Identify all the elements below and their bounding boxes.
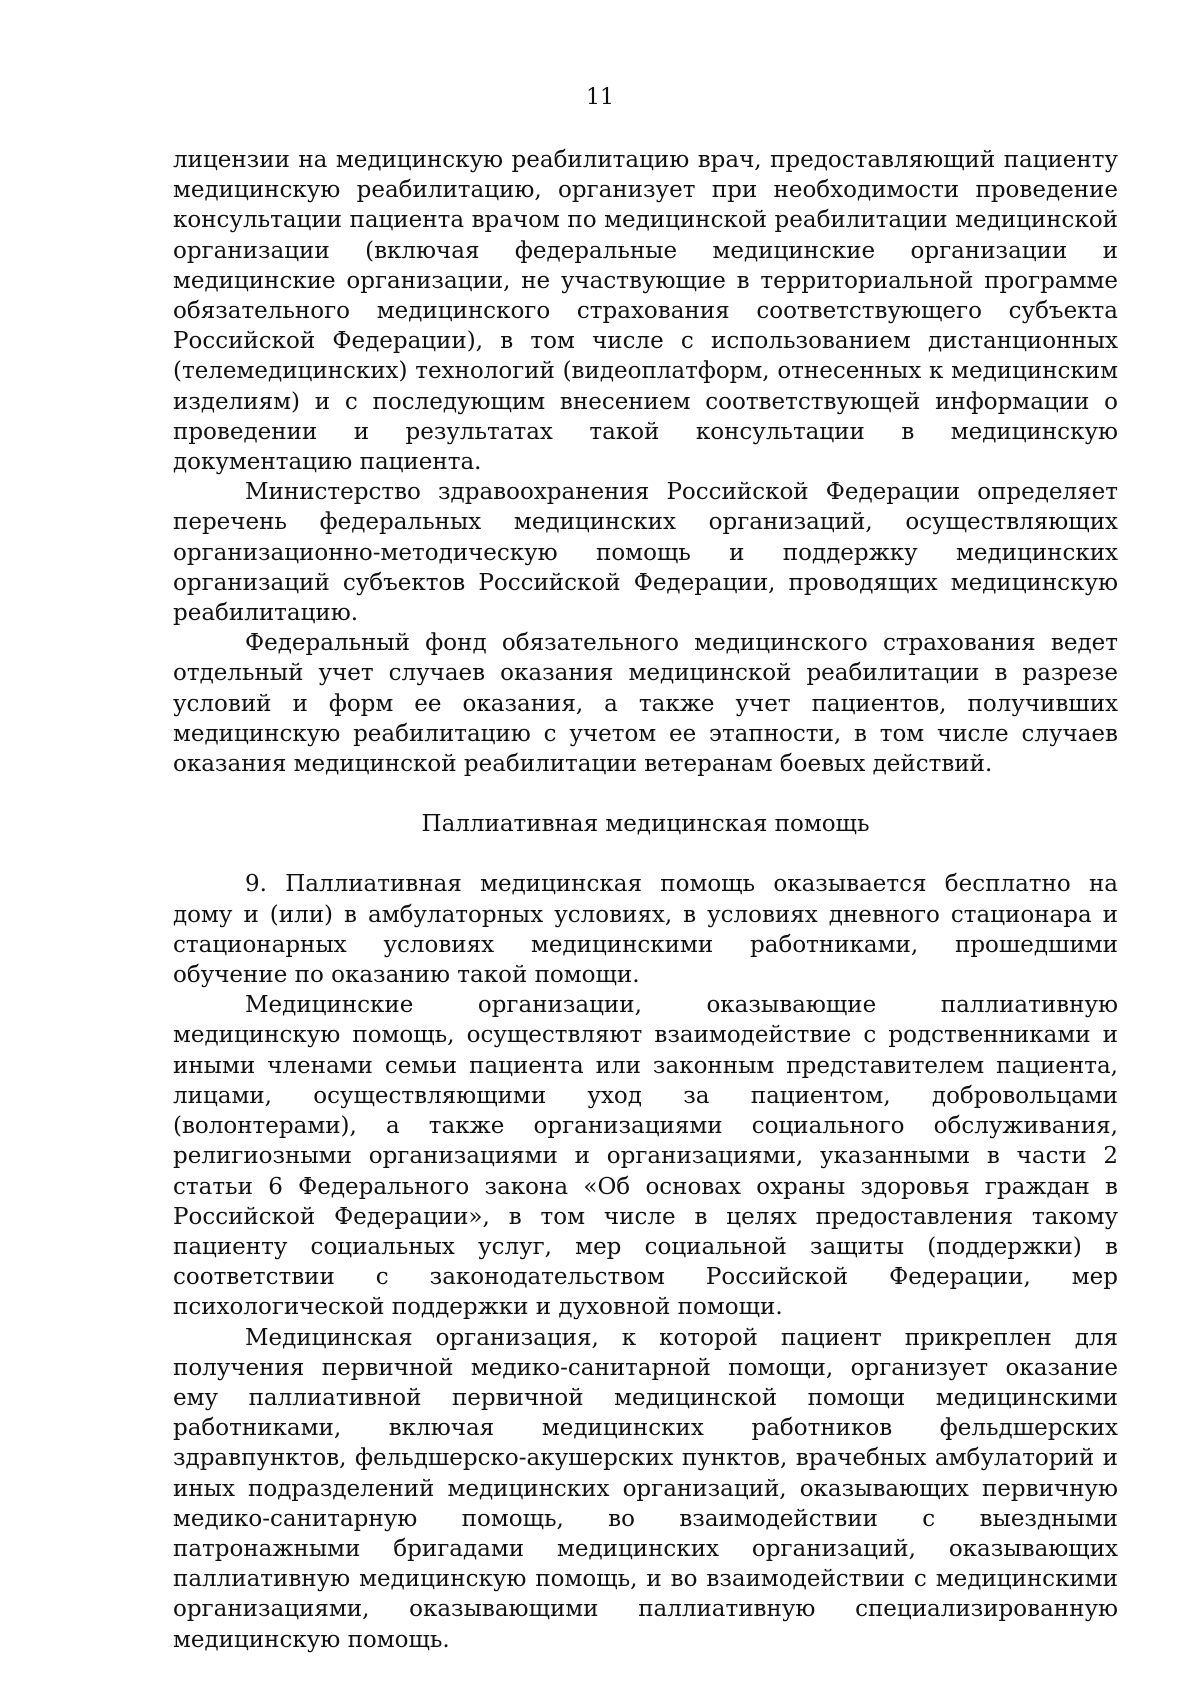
paragraph-interaction: Медицинские организации, оказывающие паллиативную медицинскую помощь, осуществляют взаимодействие с родственниками и иными членами семьи пациента или законным представителем пациента, лицами, осуществляющими уход за пациентом, добровольцами (волонтерами), а также организациями социального обслуживания, религиозными организациями и организациями, указанными в части 2 статьи 6 Федерального закона «Об основах охраны здоровья граждан в Российской Федерации», в том числе в целях предоставления такому пациенту социальных услуг, мер социальной защиты (поддержки) в соответствии с законодательством Российской Федерации, мер психологической поддержки и духовной помощи. [173,992,1118,1321]
page-number: 11 [586,85,614,110]
section-heading: Паллиативная медицинская помощь [421,811,870,838]
paragraph-fund: Федеральный фонд обязательного медицинского страхования ведет отдельный учет случаев оказания медицинской реабилитации в разрезе условий и форм ее оказания, а также учет пациентов, получивших медицинскую реабилитацию с учетом ее этапности, в том числе случаев оказания медицинской реабилитации ветеранам боевых действий. [173,630,1118,778]
paragraph-continuation: лицензии на медицинскую реабилитацию врач, предоставляющий пациенту медицинскую реабилитацию, организует при необходимости проведение консультации пациента врачом по медицинской реабилитации медицинской организации (включая федеральные медицинские организации и медицинские организации, не участвующие в территориальной программе обязательного медицинского страхования соответствующего субъекта Российской Федерации), в том числе с использованием дистанционных (телемедицинских) технологий (видеоплатформ, отнесенных к медицинским изделиям) и с последующим внесением соответствующей информации о проведении и результатах такой консультации в медицинскую документацию пациента. [173,147,1118,476]
paragraph-primary-care: Медицинская организация, к которой пациент прикреплен для получения первичной медико-санитарной помощи, организует оказание ему паллиативной первичной медицинской помощи медицинскими работниками, включая медицинских работников фельдшерских здравпунктов, фельдшерско-акушерских пунктов, врачебных амбулаторий и иных подразделений медицинских организаций, оказывающих первичную медико-санитарную помощь, во взаимодействии с выездными патронажными бригадами медицинских организаций, оказывающих паллиативную медицинскую помощь, и во взаимодействии с медицинскими организациями, оказывающими паллиативную специализированную медицинскую помощь. [173,1324,1118,1653]
paragraph-ministry: Министерство здравоохранения Российской Федерации определяет перечень федеральных медицинских организаций, осуществляющих организационно-методическую помощь и поддержку медицинских организаций субъектов Российской Федерации, проводящих медицинскую реабилитацию. [173,479,1118,627]
document-body [173,145,1118,1655]
paragraph-item-9: 9. Паллиативная медицинская помощь оказывается бесплатно на дому и (или) в амбулаторных условиях, в условиях дневного стационара и стационарных условиях медицинскими работниками, прошедшими обучение по оказанию такой помощи. [173,871,1118,989]
